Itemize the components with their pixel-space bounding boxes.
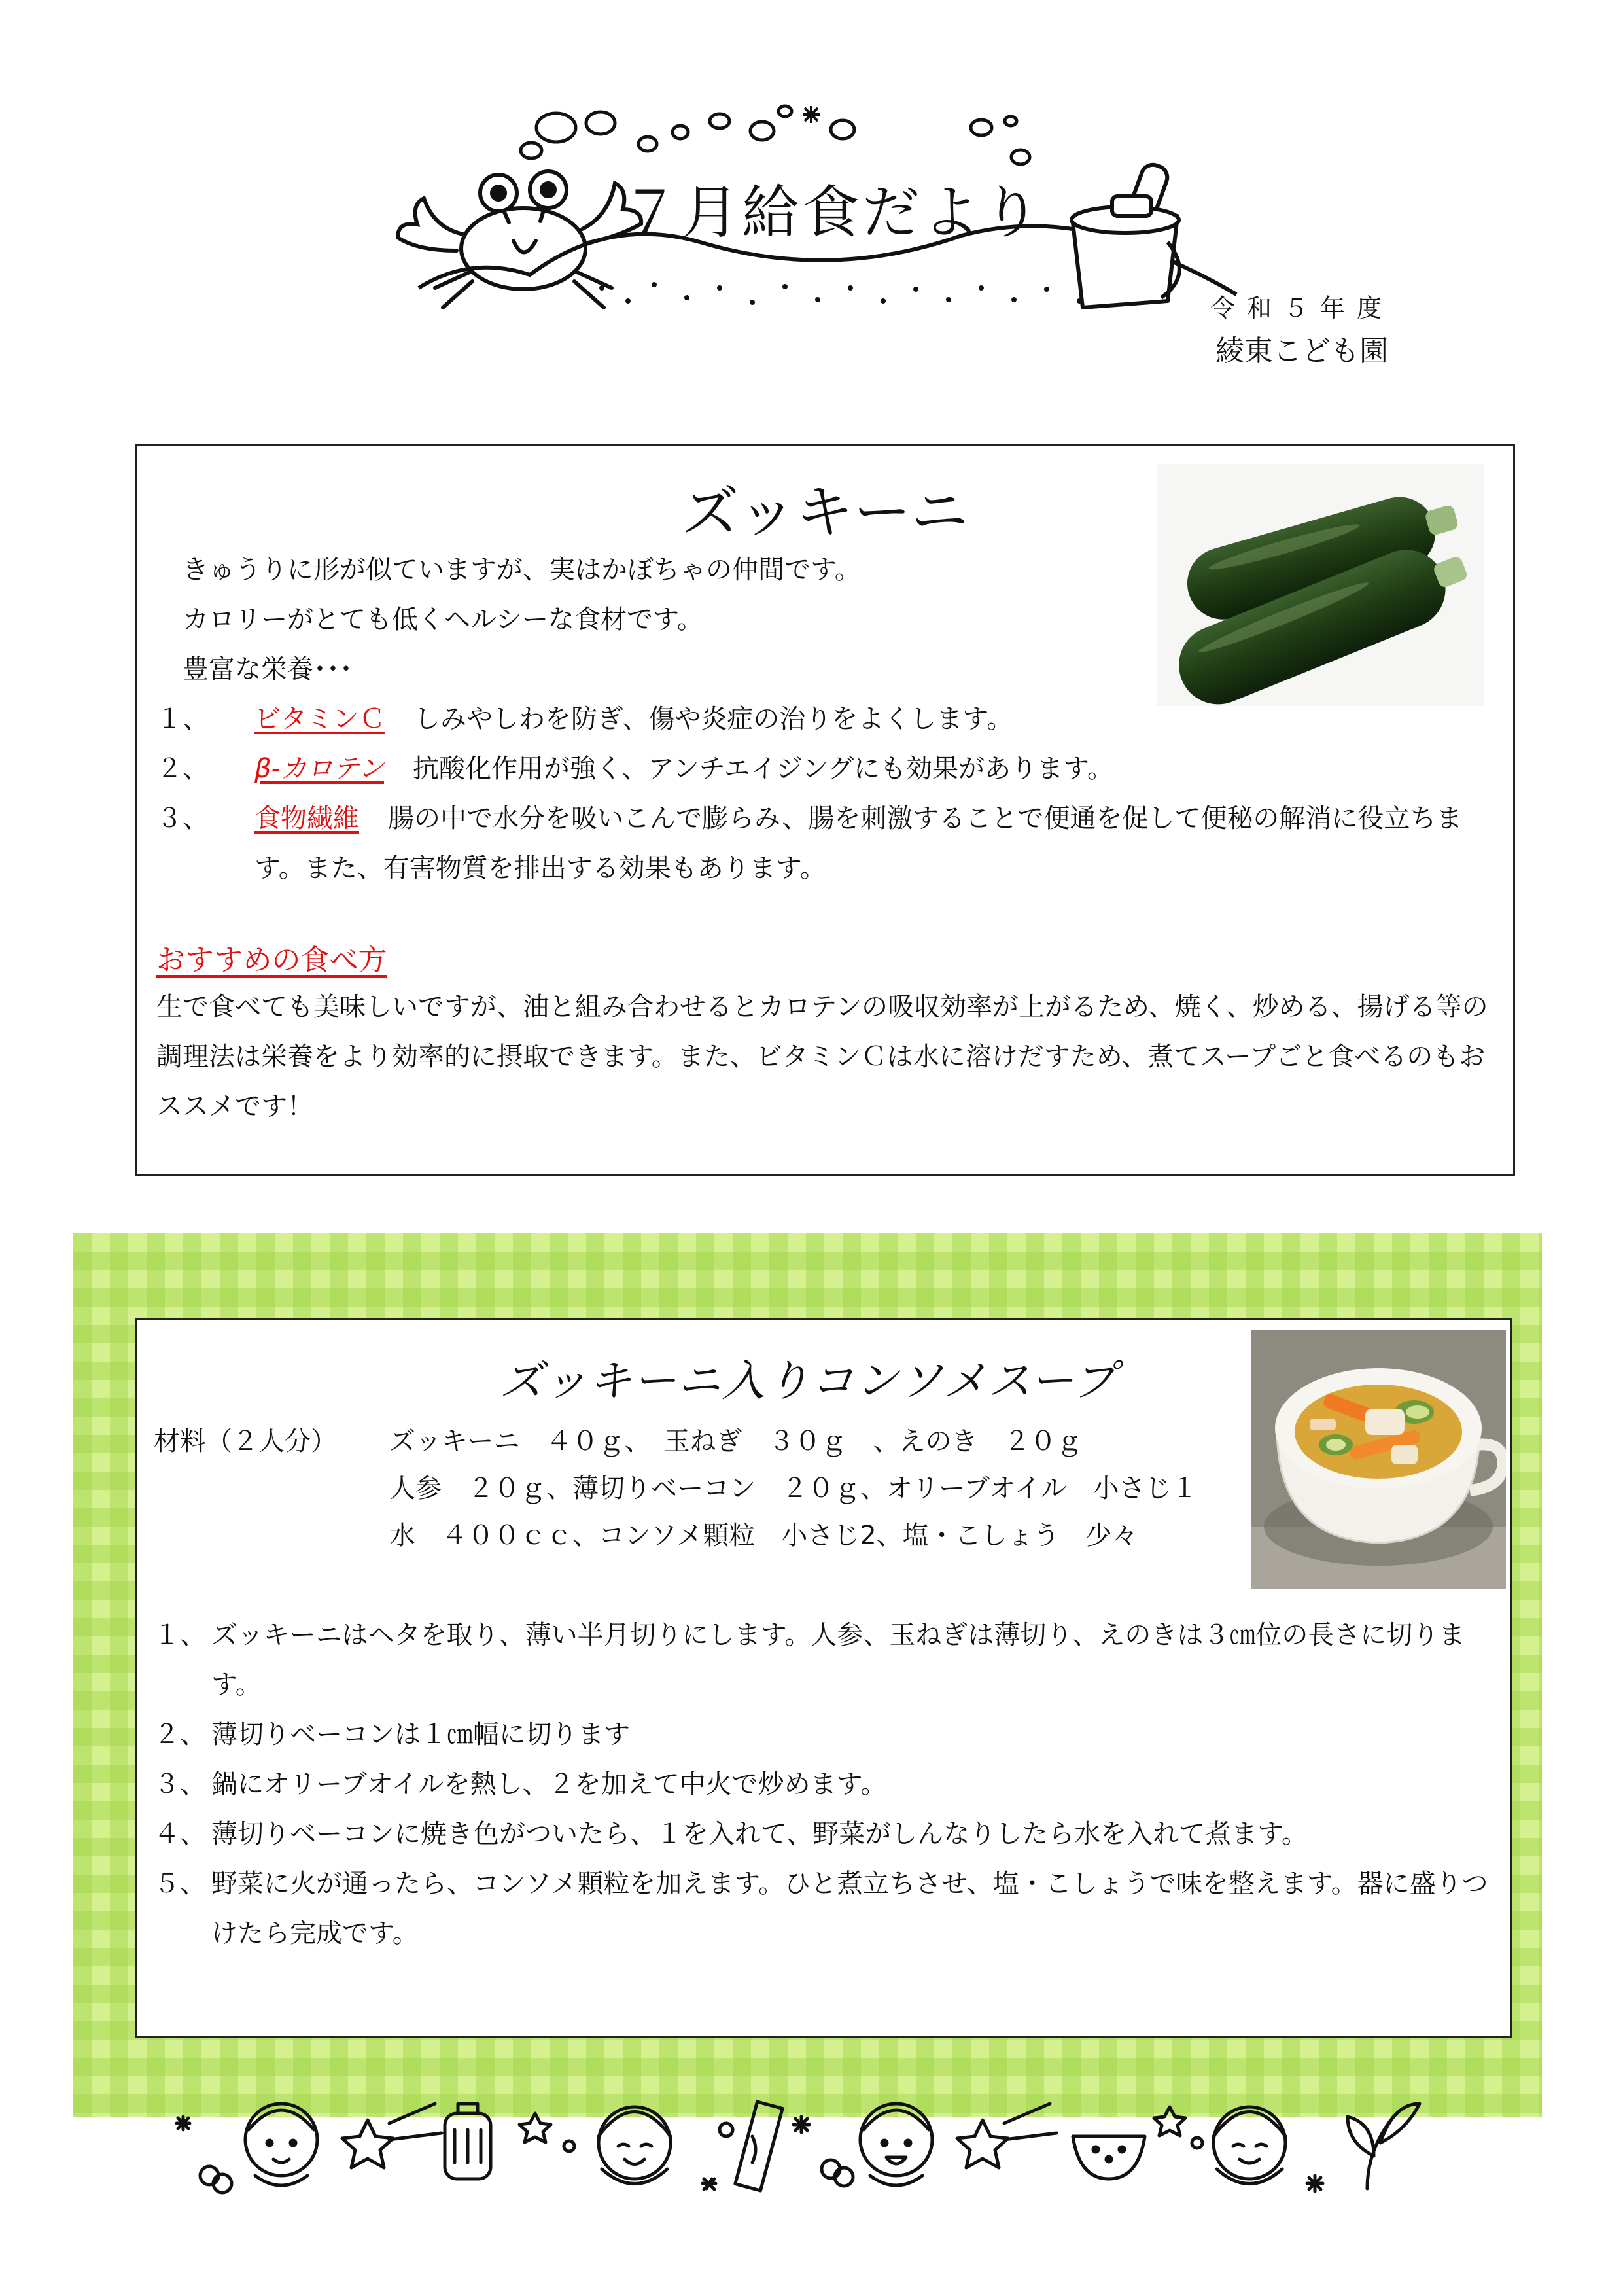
list-item (156, 794, 1504, 893)
step-number: ３、 (154, 1769, 206, 1799)
star-icon (177, 2117, 232, 2193)
star-icon (794, 2117, 853, 2186)
nutrient-name: 食物繊維 (254, 804, 359, 834)
nutrient-name: β-カロテン (254, 754, 384, 784)
section-title: ズッキーニ (681, 478, 969, 546)
sparkle-icon (803, 106, 820, 123)
zucchini-photo (1157, 464, 1484, 706)
list-item (156, 744, 1504, 794)
tip-heading: おすすめの食べ方 (156, 944, 387, 977)
recipe-steps (154, 1610, 1501, 1958)
shooting-star-icon (342, 2104, 442, 2168)
list-item (154, 1759, 1501, 1809)
girl-face-icon (245, 2104, 317, 2185)
list-item (154, 1710, 1501, 1759)
header (0, 0, 1623, 393)
step-number: ５、 (154, 1869, 206, 1899)
intro-line: 豊富な栄養･･･ (183, 654, 353, 684)
step-text: ズッキーニはヘタを取り、薄い半月切りにします。人参、玉ねぎは薄切り、えのきは３㎝位の長さに切ります。 (211, 1620, 1465, 1700)
list-item (154, 1859, 1501, 1958)
intro-line: カロリーがとても低くヘルシーな食材です。 (183, 605, 703, 635)
nutrient-name: ビタミンＣ (254, 704, 385, 734)
star-icon (1154, 2107, 1202, 2148)
lantern-icon (445, 2104, 491, 2179)
leaf-icon (1348, 2104, 1420, 2189)
ingredient-row (154, 1465, 1266, 1512)
list-item (154, 1809, 1501, 1859)
bubble-icon (521, 106, 1030, 164)
item-number: ２、 (156, 754, 209, 784)
bucket-icon (1072, 162, 1179, 308)
list-item (156, 694, 1504, 744)
step-number: １、 (154, 1620, 206, 1650)
ingredient-list (154, 1418, 1266, 1559)
step-number: ２、 (154, 1720, 206, 1750)
fiscal-year: 令和５年度 (1210, 294, 1394, 323)
ingredient-row (154, 1418, 1266, 1465)
girl-face-icon (1213, 2107, 1285, 2184)
step-text: 薄切りベーコンに焼き色がついたら、１を入れて、野菜がしんなりしたら水を入れて煮ます。 (211, 1819, 1308, 1849)
ingredient-line: 人参 ２０ｇ、薄切りベーコン ２０ｇ、オリーブオイル 小さじ１ (389, 1474, 1198, 1504)
list-item (154, 1610, 1501, 1710)
school-name: 綾東こども園 (1215, 334, 1388, 368)
footer-illustration (164, 2077, 1459, 2208)
item-number: ３、 (156, 804, 209, 834)
watermelon-icon (1073, 2136, 1145, 2179)
nutrient-description: 腸の中で水分を吸いこんで膨らみ、腸を刺激することで便通を促して便秘の解消に役立ちます。また、有害物質を排出する効果もあります。 (254, 804, 1463, 883)
step-text: 野菜に火が通ったら、コンソメ顆粒を加えます。ひと煮立ちさせ、塩・こしょうで味を整えます。器に盛りつけたら完成です。 (211, 1869, 1488, 1949)
tanzaku-icon (703, 2102, 782, 2191)
soup-photo (1251, 1330, 1506, 1589)
step-text: 鍋にオリーブオイルを熱し、２を加えて中火で炒めます。 (211, 1769, 887, 1799)
recipe-title: ズッキーニ入りコンソメスープ (500, 1356, 1117, 1406)
item-number: １、 (156, 704, 209, 734)
ingredient-line: ズッキーニ ４０ｇ、 玉ねぎ ３０ｇ 、えのき ２０ｇ (389, 1426, 1083, 1457)
girl-face-icon (860, 2104, 932, 2185)
tip-body: 生で食べても美味しいですが、油と組み合わせるとカロテンの吸収効率が上がるため、焼く、炒める、揚げる等の調理法は栄養をより効率的に摂取できます。また、ビタミンＣは水に溶けだすため、煮てスープごと食べるのもおススメです！ (156, 992, 1488, 1122)
star-icon (519, 2113, 574, 2151)
newsletter-title: ７月給食だより (621, 179, 1043, 246)
step-text: 薄切りベーコンは１㎝幅に切ります (211, 1720, 630, 1750)
nutrient-description: 抗酸化作用が強く、アンチエイジングにも効果があります。 (412, 754, 1113, 784)
ingredient-row (154, 1512, 1266, 1559)
zucchini-section (135, 444, 1515, 1176)
shooting-star-icon (957, 2104, 1056, 2168)
ingredient-line: 水 ４００ｃｃ、コンソメ顆粒 小さじ2、塩・こしょう 少々 (389, 1521, 1138, 1551)
intro-line: きゅうりに形が似ていますが、実はかぼちゃの仲間です。 (183, 555, 861, 585)
nutrient-list (156, 694, 1504, 893)
step-number: ４、 (154, 1819, 206, 1849)
recipe-section (135, 1318, 1512, 2038)
girl-face-icon (599, 2107, 671, 2184)
nutrient-description: しみやしわを防ぎ、傷や炎症の治りをよくします。 (414, 704, 1013, 734)
intro-text (183, 545, 861, 694)
star-icon (1307, 2176, 1323, 2191)
ingredients-label: 材料（２人分） (154, 1426, 337, 1457)
